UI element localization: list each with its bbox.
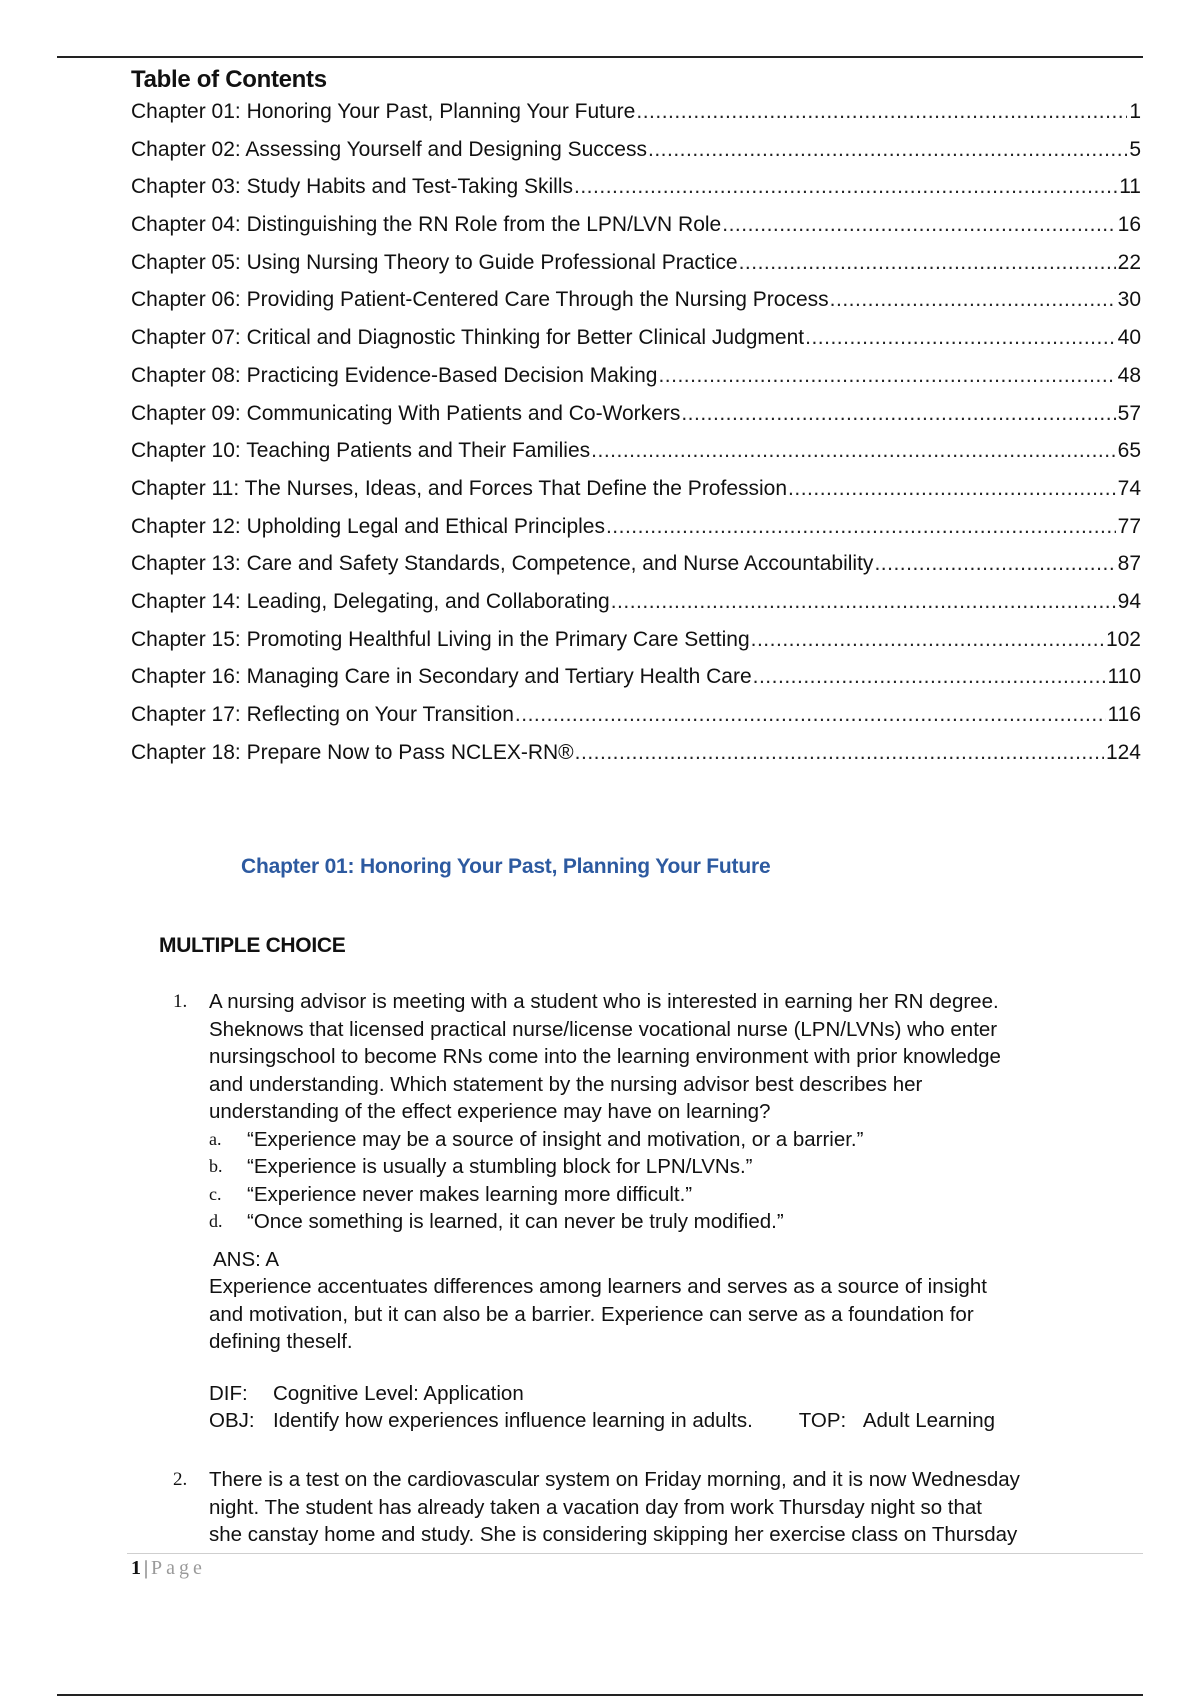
toc-entry-page: 65 — [1117, 439, 1141, 463]
question-number: 2. — [173, 1469, 188, 1490]
stem-line: and understanding. Which statement by the nursing advisor best describes her — [209, 1072, 923, 1096]
rationale-line: defining theself. — [209, 1330, 353, 1353]
toc-entry-page: 48 — [1117, 363, 1141, 387]
choice-c — [209, 1181, 1123, 1209]
top-label: TOP: — [798, 1408, 847, 1432]
top-rule — [57, 56, 1143, 58]
toc-dot-leader — [681, 402, 1115, 426]
toc-entry-page: 116 — [1107, 703, 1141, 726]
dif-row — [209, 1380, 1123, 1407]
toc-dot-leader — [874, 552, 1115, 576]
stem-line: There is a test on the cardiovascular system on Friday morning, and it is now Wednesday — [209, 1468, 1020, 1491]
toc-entry-label: Chapter 14: Leading, Delegating, and Collaborating — [131, 589, 610, 613]
toc-entry-label: Chapter 04: Distinguishing the RN Role from the LPN/LVN Role — [131, 213, 722, 237]
toc-entry-page: 110 — [1107, 665, 1141, 689]
toc-entry[interactable] — [131, 288, 1141, 326]
toc-entry[interactable] — [131, 515, 1141, 553]
toc-entry[interactable] — [131, 138, 1141, 176]
toc-dot-leader — [658, 364, 1115, 388]
toc-entry[interactable] — [131, 590, 1141, 628]
topic — [799, 1407, 995, 1434]
top-value: Adult Learning — [862, 1408, 996, 1432]
toc-entry[interactable] — [131, 100, 1141, 138]
bottom-rule — [57, 1694, 1143, 1696]
toc-entry-label: Chapter 12: Upholding Legal and Ethical Principles — [131, 514, 605, 538]
toc-entry-page: 102 — [1105, 627, 1141, 651]
question-1 — [173, 988, 1123, 1434]
page-number: 1 — [131, 1557, 141, 1579]
toc-entry[interactable] — [131, 439, 1141, 477]
toc-entry[interactable] — [131, 477, 1141, 515]
stem-line: understanding of the effect experience may have on learning? — [209, 1100, 771, 1123]
stem-line: nursingschool to become RNs come into the learning environment with prior knowledge — [209, 1045, 1001, 1068]
toc-entry-page: 5 — [1129, 137, 1141, 161]
choice-letter: d. — [209, 1211, 223, 1231]
choice-text: “Once something is learned, it can never be truly modified.” — [247, 1210, 784, 1233]
choice-letter: b. — [209, 1156, 223, 1176]
toc-list — [131, 100, 1141, 778]
toc-entry-label: Chapter 11: The Nurses, Ideas, and Forces That Define the Profession — [131, 476, 788, 500]
page-footer — [131, 1557, 206, 1580]
question-stem — [209, 988, 1123, 1126]
choice-text: “Experience may be a source of insight and motivation, or a barrier.” — [247, 1127, 864, 1151]
toc-entry-label: Chapter 10: Teaching Patients and Their Families — [131, 439, 591, 463]
toc-entry-label: Chapter 13: Care and Safety Standards, Competence, and Nurse Accountability — [131, 552, 874, 576]
rationale — [209, 1273, 1123, 1356]
toc-entry[interactable] — [131, 175, 1141, 213]
toc-entry[interactable] — [131, 402, 1141, 440]
footer-rule — [127, 1553, 1143, 1554]
choice-b — [209, 1153, 1123, 1181]
toc-dot-leader — [606, 515, 1116, 539]
obj-label: OBJ: — [209, 1408, 255, 1432]
choice-letter: c. — [209, 1183, 222, 1204]
stem-line: A nursing advisor is meeting with a student who is interested in earning her RN degree. — [209, 990, 999, 1013]
toc-entry-label: Chapter 07: Critical and Diagnostic Thinking for Better Clinical Judgment — [131, 326, 805, 350]
obj-value: Identify how experiences influence learning in adults. — [273, 1408, 753, 1432]
toc-entry-label: Chapter 16: Managing Care in Secondary and Tertiary Health Care — [131, 665, 752, 689]
toc-entry[interactable] — [131, 628, 1141, 666]
toc-entry-page: 16 — [1117, 213, 1141, 237]
toc-dot-leader — [805, 326, 1116, 350]
choice-text: “Experience is usually a stumbling block for LPN/LVNs.” — [247, 1155, 753, 1178]
toc-entry-label: Chapter 17: Reflecting on Your Transition — [131, 703, 514, 726]
stem-line: night. The student has already taken a vacation day from work Thursday night so that — [209, 1495, 982, 1519]
toc-dot-leader — [574, 175, 1117, 199]
stem-line: Sheknows that licensed practical nurse/license vocational nurse (LPN/LVNs) who enter — [209, 1017, 998, 1041]
toc-entry[interactable] — [131, 552, 1141, 590]
choice-text: “Experience never makes learning more difficult.” — [247, 1182, 693, 1206]
page-word: Page — [151, 1557, 206, 1579]
toc-entry-label: Chapter 18: Prepare Now to Pass NCLEX-RN® — [131, 740, 574, 764]
choice-d — [209, 1208, 1123, 1236]
footer-separator: | — [144, 1557, 149, 1579]
toc-entry[interactable] — [131, 364, 1141, 402]
toc-entry-page: 1 — [1129, 100, 1141, 123]
toc-dot-leader — [591, 439, 1115, 463]
toc-dot-leader — [751, 628, 1104, 652]
toc-entry-page: 30 — [1117, 288, 1141, 312]
toc-entry-label: Chapter 05: Using Nursing Theory to Guide Professional Practice — [131, 250, 738, 274]
toc-entry-page: 87 — [1117, 552, 1141, 576]
toc-dot-leader — [788, 477, 1116, 501]
toc-entry[interactable] — [131, 741, 1141, 779]
question-number: 1. — [173, 991, 188, 1012]
stem-line: she canstay home and study. She is considering skipping her exercise class on Thursday — [209, 1523, 1018, 1546]
toc-entry-label: Chapter 09: Communicating With Patients and Co-Workers — [131, 401, 681, 425]
toc-dot-leader — [830, 288, 1116, 312]
question-stem — [209, 1466, 1123, 1549]
toc-entry[interactable] — [131, 213, 1141, 251]
toc-dot-leader — [722, 213, 1115, 237]
toc-dot-leader — [575, 741, 1104, 765]
toc-entry-page: 40 — [1117, 326, 1141, 350]
toc-entry[interactable] — [131, 326, 1141, 364]
toc-dot-leader — [753, 665, 1106, 689]
question-2 — [173, 1466, 1123, 1549]
toc-entry-label: Chapter 08: Practicing Evidence-Based Decision Making — [131, 363, 658, 387]
toc-entry-label: Chapter 02: Assessing Yourself and Designing Success — [131, 137, 647, 161]
choice-a — [209, 1126, 1123, 1154]
toc-entry-page: 124 — [1105, 740, 1141, 764]
toc-entry[interactable] — [131, 251, 1141, 289]
toc-entry-label: Chapter 15: Promoting Healthful Living in the Primary Care Setting — [131, 627, 750, 651]
question-metadata — [209, 1380, 1123, 1434]
toc-dot-leader — [636, 100, 1127, 124]
chapter-heading: Chapter 01: Honoring Your Past, Planning Your Future — [241, 855, 771, 878]
rationale-line: Experience accentuates differences among learners and serves as a source of insight — [209, 1275, 987, 1298]
toc-entry-label: Chapter 01: Honoring Your Past, Planning Your Future — [131, 100, 636, 123]
table-of-contents — [131, 66, 1141, 778]
toc-entry-label: Chapter 03: Study Habits and Test-Taking Skills — [131, 175, 574, 199]
obj-row — [209, 1407, 1123, 1434]
section-title: MULTIPLE CHOICE — [159, 934, 346, 957]
toc-entry[interactable] — [131, 665, 1141, 703]
toc-entry-page: 74 — [1117, 476, 1141, 500]
toc-entry-page: 94 — [1117, 589, 1141, 613]
toc-entry-page: 22 — [1117, 250, 1141, 274]
dif-label: DIF: — [209, 1381, 248, 1405]
toc-dot-leader — [515, 703, 1106, 727]
toc-dot-leader — [739, 251, 1116, 275]
rationale-line: and motivation, but it can also be a barrier. Experience can serve as a foundation for — [209, 1302, 974, 1326]
dif-value: Cognitive Level: Application — [273, 1381, 524, 1405]
toc-dot-leader — [611, 590, 1116, 614]
toc-entry-page: 77 — [1117, 514, 1141, 538]
answer-choices — [209, 1126, 1123, 1236]
toc-entry[interactable] — [131, 703, 1141, 741]
toc-title: Table of Contents — [131, 66, 327, 93]
toc-dot-leader — [648, 138, 1127, 162]
toc-entry-page: 11 — [1119, 175, 1141, 199]
choice-letter: a. — [209, 1128, 222, 1149]
answer-key: ANS: A — [213, 1247, 280, 1271]
toc-entry-page: 57 — [1117, 401, 1141, 425]
toc-entry-label: Chapter 06: Providing Patient-Centered Care Through the Nursing Process — [131, 288, 829, 312]
